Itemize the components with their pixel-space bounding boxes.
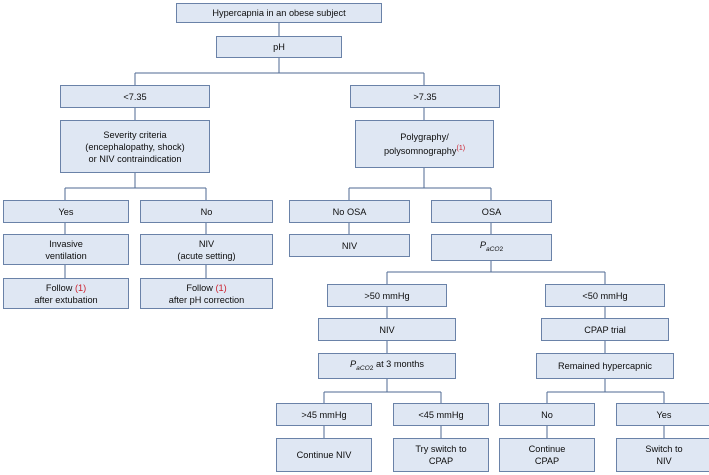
- node-no-osa-label: No OSA: [332, 206, 367, 217]
- node-ph-high-label: >7.35: [413, 91, 437, 102]
- node-continue-cpap-line1: Continue: [528, 444, 566, 454]
- node-ph-low: [60, 85, 210, 108]
- node-paco2-label: $P_{aCO2}$: [479, 240, 504, 253]
- node-polygraphy-line2: [359, 143, 490, 157]
- node-severity-line1: Severity criteria: [103, 129, 167, 140]
- node-continue-niv-label: Continue NIV: [296, 450, 352, 460]
- node-follow-ph-line1: [144, 282, 269, 294]
- node-follow-extub-line2: after extubation: [34, 294, 98, 305]
- node-ph-low-label: <7.35: [123, 91, 147, 102]
- node-continue-cpap-line2: CPAP: [534, 456, 560, 466]
- node-paco2-3months-suffix: at 3 months: [373, 358, 424, 369]
- node-yes-cpap: [616, 403, 709, 426]
- node-no: [140, 200, 273, 223]
- node-niv-acute-line1: NIV: [198, 238, 215, 249]
- node-continue-cpap: [499, 438, 595, 472]
- node-lt45-label: <45 mmHg: [418, 409, 464, 420]
- node-ph-label: pH: [273, 42, 285, 52]
- node-follow-extub-note: (1): [74, 282, 87, 293]
- node-no-label: No: [200, 206, 213, 217]
- node-polygraphy-line2-text: polysomnography: [383, 146, 457, 157]
- node-osa: [431, 200, 552, 223]
- node-remained-hypercapnic-label: Remained hypercapnic: [558, 361, 652, 371]
- node-niv-mid: [318, 318, 456, 341]
- node-follow-ph-correction: [140, 278, 273, 309]
- node-switch-niv-line1: Switch to: [645, 444, 683, 454]
- node-polygraphy-line1: Polygraphy/: [400, 131, 449, 142]
- node-niv-no-osa-label: NIV: [341, 240, 358, 251]
- node-paco2-3months: [318, 353, 456, 379]
- node-no-osa: [289, 200, 410, 223]
- node-cpap-trial: [541, 318, 669, 341]
- node-niv-acute: [140, 234, 273, 265]
- node-gt45: [276, 403, 372, 426]
- node-invasive-line1: Invasive: [49, 238, 83, 249]
- node-gt50-label: >50 mmHg: [364, 290, 410, 301]
- node-severity-line3: or NIV contraindication: [88, 153, 182, 164]
- node-follow-extubation: [3, 278, 129, 309]
- node-follow-ph-prefix: Follow: [186, 282, 216, 293]
- node-switch-niv-line2: NIV: [656, 456, 672, 466]
- node-niv-mid-label: NIV: [379, 324, 395, 335]
- node-severity-line2: (encephalopathy, shock): [85, 141, 185, 152]
- node-root: [176, 3, 382, 23]
- node-try-switch-line2: CPAP: [428, 456, 454, 466]
- node-no-cpap: [499, 403, 595, 426]
- node-invasive-line2: ventilation: [45, 250, 87, 261]
- node-yes-cpap-label: Yes: [656, 409, 672, 420]
- node-niv-acute-line2: (acute setting): [177, 250, 236, 261]
- node-try-switch-line1: Try switch to: [415, 444, 467, 454]
- node-yes-label: Yes: [58, 206, 74, 217]
- node-ph: [216, 36, 342, 58]
- node-switch-niv: [616, 438, 709, 472]
- node-try-switch-cpap: [393, 438, 489, 472]
- node-ph-high: [350, 85, 500, 108]
- node-no-cpap-label: No: [541, 409, 553, 420]
- node-gt45-label: >45 mmHg: [301, 409, 347, 420]
- node-niv-no-osa: [289, 234, 410, 257]
- node-polygraphy-note: (1): [456, 144, 466, 152]
- node-lt45: [393, 403, 489, 426]
- node-continue-niv: [276, 438, 372, 472]
- node-remained-hypercapnic: [536, 353, 674, 379]
- node-polygraphy: [355, 120, 494, 168]
- node-gt50: [327, 284, 447, 307]
- node-follow-ph-note: (1): [215, 282, 227, 293]
- node-lt50: [545, 284, 665, 307]
- node-follow-ph-line2: after pH correction: [168, 294, 245, 305]
- node-cpap-trial-label: CPAP trial: [584, 324, 626, 335]
- node-root-label: Hypercapnia in an obese subject: [212, 8, 346, 18]
- node-yes: [3, 200, 129, 223]
- node-follow-extub-prefix: Follow: [45, 282, 75, 293]
- node-lt50-label: <50 mmHg: [582, 290, 628, 301]
- node-osa-label: OSA: [481, 206, 502, 217]
- node-severity-criteria: [60, 120, 210, 173]
- node-paco2-3months-label: $P_{aCO2}$ at 3 months: [350, 358, 424, 372]
- node-follow-extub-line1: [7, 282, 125, 294]
- node-paco2: [431, 234, 552, 261]
- node-invasive-ventilation: [3, 234, 129, 265]
